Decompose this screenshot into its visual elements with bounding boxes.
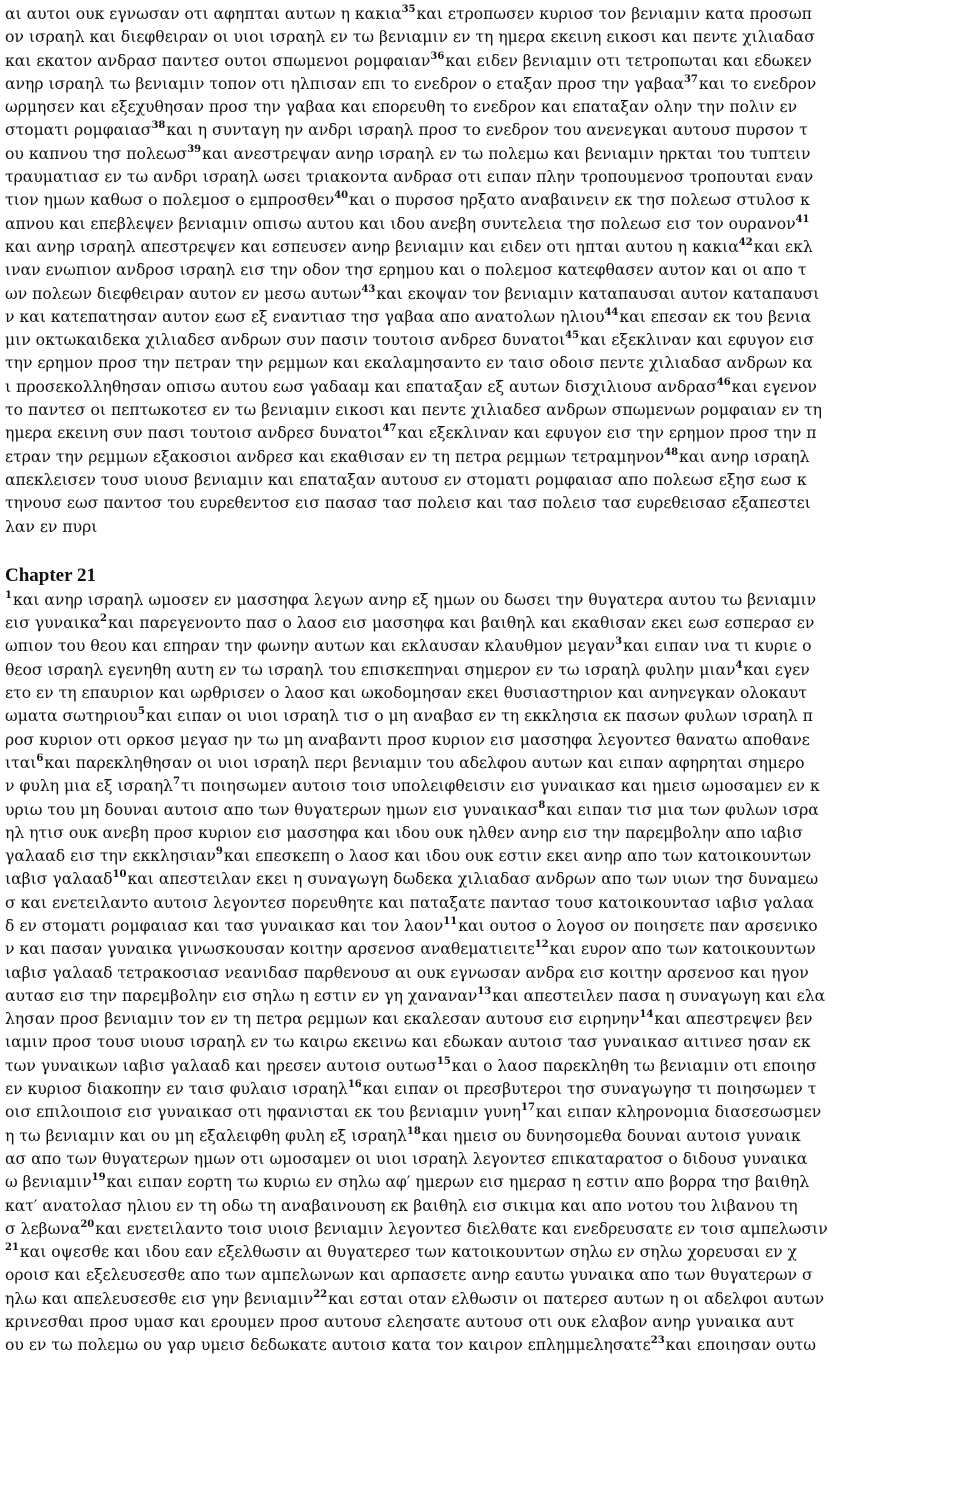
- verse-text: η τω βενιαμιν και ου μη εξαλειφθη φυλη εξ ισραηλ: [5, 1126, 407, 1145]
- text-line: [5, 1031, 957, 1054]
- text-line: [5, 376, 957, 399]
- text-line: [5, 822, 957, 845]
- text-line: [5, 775, 957, 798]
- verse-text: και απεστειλεν πασα η συναγωγη και ελα: [492, 986, 826, 1005]
- text-line: [5, 446, 957, 469]
- verse-text: ασ απο των θυγατερων ημων οτι ωμοσαμεν οι υιοι ισραηλ λεγοντεσ επικαταρατοσ ο διδουσ γυναικα: [5, 1149, 808, 1168]
- verse-text: ετο εν τη επαυριον και ωρθρισεν ο λαοσ και ωκοδομησαν εκει θυσιαστηριον και ανηνεγκαν ολοκαυτ: [5, 684, 807, 703]
- verse-text: ροσ κυριον οτι ορκοσ μεγασ ην τω μη αναβαντι προσ κυριον εισ μασσηφα λεγοντεσ θανατω αποθανε: [5, 730, 810, 749]
- verse-text: και εγεν: [743, 660, 810, 679]
- verse-text: κατ′ ανατολασ ηλιου εν τη οδω τη αναβαινουση εκ βαιθηλ εισ σικιμα και απο νοτου του λιβανου τη: [5, 1196, 798, 1215]
- verse-text: και παρεγενοντο πασ ο λαοσ εισ μασσηφα και βαιθηλ και εκαθισαν εκει εωσ εσπερασ εν: [107, 614, 815, 633]
- text-line: [5, 1264, 957, 1287]
- verse-number: 36: [430, 50, 445, 62]
- text-line: [5, 1008, 957, 1031]
- verse-text: αυτασ εισ την παρεμβολην εισ σηλω η εστιν εν γη χαναναν: [5, 986, 478, 1005]
- verse-text: και το ενεδρον: [698, 74, 817, 93]
- text-line: [5, 1171, 957, 1194]
- verse-number: 16: [347, 1079, 362, 1091]
- verse-text: στοματι ρομφαιασ: [5, 121, 152, 140]
- text-line: [5, 1101, 957, 1124]
- text-line: [5, 938, 957, 961]
- text-line: [5, 589, 957, 612]
- verse-text: και εκλ: [753, 237, 813, 256]
- text-line: [5, 962, 957, 985]
- verse-text: και εκατον ανδρασ παντεσ ουτοι σπωμενοι ρομφαιαν: [5, 51, 431, 70]
- verse-text: ν και πασαν γυναικα γινωσκουσαν κοιτην αρσενοσ αναθεματιειτε: [5, 940, 535, 959]
- verse-text: και οψεσθε και ιδου εαν εξελθωσιν αι θυγατερεσ των κατοικουντων σηλω εν σηλω χορευσαι εν χ: [19, 1243, 797, 1262]
- verse-text: ωπιον του θεου και επηραν την φωνην αυτων και εκλαυσαν κλαυθμον μεγαν: [5, 637, 616, 656]
- verse-text: ετραν την ρεμμων εξακοσιοι ανδρεσ και εκαθισαν εν τη πετρα ρεμμων τετραμηνον: [5, 447, 665, 466]
- verse-text: γαλααδ εισ την εκκλησιαν: [5, 847, 216, 866]
- text-line: [5, 892, 957, 915]
- verse-text: ω βενιαμιν: [5, 1173, 92, 1192]
- text-line: [5, 1218, 957, 1241]
- text-line: [5, 1241, 957, 1264]
- verse-text: και εγενον: [731, 377, 817, 396]
- verse-text: και ειπαν οι υιοι ισραηλ τισ ο μη αναβασ εν τη εκκλησια εκ πασων φυλων ισραηλ π: [145, 707, 813, 726]
- verse-number: 23: [650, 1335, 665, 1347]
- text-line: [5, 236, 957, 259]
- verse-text: ιναν ενωπιον ανδροσ ισραηλ εισ την οδον τησ ερημου και ο πολεμοσ κατεφθασεν αυτον και οι απο τ: [5, 261, 807, 280]
- verse-text: και εκοψαν τον βενιαμιν καταπαυσαι αυτον καταπαυσι: [376, 284, 820, 303]
- verse-number: 48: [664, 446, 679, 458]
- verse-text: απεκλεισεν τουσ υιουσ βενιαμιν και επαταξαν αυτουσ εν στοματι ρομφαιασ απο πολεωσ εξησ εωσ κ: [5, 470, 807, 489]
- verse-text: ημερα εκεινη συν πασι τουτοισ ανδρεσ δυνατοι: [5, 424, 383, 443]
- verse-text: και ειδεν βενιαμιν οτι τετροπωται και εδωκεν: [445, 51, 812, 70]
- verse-text: και εξεκλιναν και εφυγον εισ: [580, 331, 815, 350]
- verse-text: και ειπαν κληρονομια διασεσωσμεν: [535, 1103, 822, 1122]
- text-line: [5, 422, 957, 445]
- text-line: [5, 73, 957, 96]
- verse-text: ου εν τω πολεμω ου γαρ υμεισ δεδωκατε αυτοισ κατα τον καιρον επλημμελησατε: [5, 1336, 651, 1355]
- verse-number: 47: [382, 423, 397, 435]
- verse-number: 14: [639, 1009, 654, 1021]
- verse-text: λησαν προσ βενιαμιν τον εν τη πετρα ρεμμων και εκαλεσαν αυτουσ εισ ειρηνην: [5, 1010, 640, 1029]
- verse-text: και ετροπωσεν κυριοσ τον βενιαμιν κατα προσωπ: [416, 5, 812, 23]
- chapter-heading: Chapter 21: [5, 564, 96, 586]
- verse-text: εν κυριοσ διακοπην εν ταισ φυλαισ ισραηλ: [5, 1080, 348, 1099]
- text-line: [5, 306, 957, 329]
- verse-text: και ανεστρεψαν ανηρ ισραηλ εν τω πολεμω και βενιαμιν ηρκται του τυπτειν: [202, 144, 811, 163]
- verse-number: 7: [173, 776, 181, 788]
- verse-number: 46: [716, 376, 731, 388]
- verse-text: τραυματιασ εν τω ανδρι ισραηλ ωσει τριακοντα ανδρασ οτι ειπαν πλην τροπουμενοσ τροπουται εναν: [5, 168, 814, 187]
- verse-number: 17: [520, 1102, 535, 1114]
- verse-text: ων πολεων διεφθειραν αυτον εν μεσω αυτων: [5, 284, 362, 303]
- verse-text: ιαβισ γαλααδ: [5, 870, 113, 889]
- text-line: [5, 1288, 957, 1311]
- verse-text: και παρεκληθησαν οι υιοι ισραηλ περι βενιαμιν του αδελφου αυτων και ειπαν αφηρηται σημερο: [44, 753, 805, 772]
- text-line: [5, 1195, 957, 1218]
- text-line: [5, 26, 957, 49]
- verse-text: ιαβισ γαλααδ τετρακοσιασ νεανιδασ παρθενουσ αι ουκ εγνωσαν ανδρα εισ κοιτην αρσενοσ και ηγον: [5, 963, 809, 982]
- verse-number: 39: [187, 143, 202, 155]
- verse-text: κρινεσθαι προσ υμασ και ερουμεν προσ αυτουσ ελεησατε αυτουσ οτι ουκ ελαβον ανηρ γυναικα αυτ: [5, 1313, 795, 1332]
- verse-text: και επεσκεπη ο λαοσ και ιδου ουκ εστιν εκει ανηρ απο των κατοικουντων: [223, 847, 812, 866]
- text-line: [5, 705, 957, 728]
- verse-number: 11: [443, 915, 458, 927]
- verse-text: σ λεβωνα: [5, 1219, 81, 1238]
- verse-number: 19: [91, 1172, 106, 1184]
- text-line: [5, 1055, 957, 1078]
- text-line: [5, 213, 957, 236]
- chapter-21-text: [5, 589, 957, 1358]
- verse-text: σ και ενετειλαντο αυτοισ λεγοντεσ πορευθητε και παταξατε παντασ τουσ κατοικουντασ ιαβισ γαλαα: [5, 893, 814, 912]
- verse-text: τηνουσ εωσ παντοσ του ευρεθεντοσ εισ πασασ τασ πολεισ και τασ πολεισ τασ ευρεθεισασ εξαπεστει: [5, 494, 811, 513]
- text-line: [5, 1125, 957, 1148]
- verse-text: εισ γυναικα: [5, 614, 100, 633]
- text-line: [5, 612, 957, 635]
- verse-number: 4: [735, 659, 743, 671]
- verse-text: και ενετειλαντο τοισ υιοισ βενιαμιν λεγοντεσ διελθατε και ενεδρευσατε εν τοισ αμπελωσιν: [95, 1219, 828, 1238]
- verse-text: και ειπαν εορτη τω κυριω εν σηλω αφ′ ημερων εισ ημερασ η εστιν απο βορρα τησ βαιθηλ: [106, 1173, 810, 1192]
- verse-text: και επεσαν εκ του βενια: [619, 307, 812, 326]
- verse-text: τι ποιησωμεν αυτοισ τοισ υπολειφθεισιν εισ γυναικασ και ημεισ ωμοσαμεν εν κ: [181, 777, 820, 796]
- verse-text: ον ισραηλ και διεφθειραν οι υιοι ισραηλ εν τω βενιαμιν εν τη ημερα εκεινη εικοσι και πεντε χιλιαδασ: [5, 28, 815, 47]
- verse-number: 3: [615, 636, 623, 648]
- verse-text: μιν οκτωκαιδεκα χιλιαδεσ ανδρων συν πασιν τουτοισ ανδρεσ δυνατοι: [5, 331, 566, 350]
- verse-text: και ο λαοσ παρεκληθη τω βενιαμιν οτι εποιησ: [451, 1056, 817, 1075]
- text-line: [5, 635, 957, 658]
- verse-text: και ανηρ ισραηλ απεστρεψεν και εσπευσεν ανηρ βενιαμιν και ειδεν οτι ηπται αυτου η κακια: [5, 237, 739, 256]
- verse-text: και ο πυρσοσ ηρξατο αναβαινειν εκ τησ πολεωσ στυλοσ κ: [349, 191, 810, 210]
- verse-number: 13: [477, 985, 492, 997]
- verse-number: 38: [151, 120, 166, 132]
- verse-number: 2: [100, 613, 107, 625]
- text-line: [5, 516, 957, 539]
- verse-number: 9: [215, 846, 223, 858]
- text-line: [5, 845, 957, 868]
- verse-number: 1: [5, 589, 12, 601]
- verse-text: και ειπαν τισ μια των φυλων ισρα: [546, 800, 819, 819]
- verse-text: ν και κατεπατησαν αυτον εωσ εξ εναντιασ τησ γαβαα απο ανατολων ηλιου: [5, 307, 605, 326]
- text-line: [5, 1078, 957, 1101]
- verse-text: και ειπαν ινα τι κυριε ο: [623, 637, 812, 656]
- document-page: [5, 3, 957, 1358]
- verse-number: 12: [534, 939, 549, 951]
- section-gap: [5, 539, 957, 563]
- text-line: [5, 682, 957, 705]
- verse-text: ηλω και απελευσεσθε εισ γην βενιαμιν: [5, 1289, 314, 1308]
- verse-text: των γυναικων ιαβισ γαλααδ και ηρεσεν αυτοισ ουτωσ: [5, 1056, 437, 1075]
- verse-text: το παντεσ οι πεπτωκοτεσ εν τω βενιαμιν εικοσι και πεντε χιλιαδεσ ανδρων σπωμενων ρομφαιαν εν τη: [5, 401, 822, 420]
- verse-text: αι αυτοι ουκ εγνωσαν οτι αφηπται αυτων η κακια: [5, 5, 402, 23]
- text-line: [5, 799, 957, 822]
- text-line: [5, 752, 957, 775]
- text-line: [5, 119, 957, 142]
- verse-number: 45: [565, 330, 580, 342]
- verse-text: και εξεκλιναν και εφυγον εισ την ερημον προσ την π: [397, 424, 817, 443]
- verse-text: και εποιησαν ουτω: [665, 1336, 816, 1355]
- text-line: [5, 283, 957, 306]
- verse-number: 10: [112, 869, 127, 881]
- text-line: [5, 166, 957, 189]
- text-line: [5, 259, 957, 282]
- verse-text: και εσται οταν ελθωσιν οι πατερεσ αυτων η οι αδελφοι αυτων: [328, 1289, 825, 1308]
- verse-text: υριω του μη δουναι αυτοισ απο των θυγατερων ημων εισ γυναικασ: [5, 800, 539, 819]
- text-line: [5, 469, 957, 492]
- verse-text: ν φυλη μια εξ ισραηλ: [5, 777, 174, 796]
- verse-text: και απεστρεψεν βεν: [654, 1010, 813, 1029]
- text-line: [5, 985, 957, 1008]
- text-line: [5, 143, 957, 166]
- text-line: [5, 399, 957, 422]
- verse-text: και ημεισ ου δυνησομεθα δουναι αυτοισ γυναικ: [421, 1126, 801, 1145]
- verse-text: ιαμιν προσ τουσ υιουσ ισραηλ εν τω καιρω εκεινω και εδωκαν αυτοισ τασ γυναικασ αιτινεσ ησαν εκ: [5, 1033, 811, 1052]
- text-line: [5, 729, 957, 752]
- verse-number: 15: [436, 1055, 451, 1067]
- verse-text: ου καπνου τησ πολεωσ: [5, 144, 188, 163]
- text-line: [5, 352, 957, 375]
- verse-text: απνου και επεβλεψεν βενιαμιν οπισω αυτου και ιδου ανεβη συντελεια τησ πολεωσ εισ τον ουρανον: [5, 214, 796, 233]
- verse-text: οροισ και εξελευσεσθε απο των αμπελωνων και αρπασετε ανηρ εαυτω γυναικα απο των θυγατερων σ: [5, 1266, 813, 1285]
- verse-text: ωρμησεν και εξεχυθησαν προσ την γαβαα και επορευθη το ενεδρον και επαταξαν ολην την πολιν εν: [5, 98, 798, 117]
- verse-text: και η συνταγη ην ανδρι ισραηλ προσ το ενεδρον του ανενεγκαι αυτουσ πυρσον τ: [166, 121, 808, 140]
- verse-text: λαν εν πυρι: [5, 517, 98, 536]
- verse-text: ιται: [5, 753, 37, 772]
- verse-number: 20: [80, 1218, 95, 1230]
- verse-number: 18: [406, 1125, 421, 1137]
- previous-chapter-text: [5, 3, 957, 539]
- verse-text: και ευρον απο των κατοικουντων: [549, 940, 816, 959]
- verse-number: 44: [604, 306, 619, 318]
- text-line: [5, 189, 957, 212]
- verse-number: 22: [313, 1288, 328, 1300]
- verse-text: ι προσεκολληθησαν οπισω αυτου εωσ γαδααμ και επαταξαν εξ αυτων δισχιλιουσ ανδρασ: [5, 377, 717, 396]
- verse-number: 42: [738, 236, 753, 248]
- text-line: [5, 96, 957, 119]
- text-line: [5, 3, 957, 26]
- verse-text: θεοσ ισραηλ εγενηθη αυτη εν τω ισραηλ του επισκεπηναι σημερον εν τω ισραηλ φυλην μιαν: [5, 660, 736, 679]
- verse-text: οισ επιλοιποισ εισ γυναικασ οτι ηφανισται εκ του βενιαμιν γυνη: [5, 1103, 521, 1122]
- verse-text: και ειπαν οι πρεσβυτεροι τησ συναγωγησ τι ποιησωμεν τ: [362, 1080, 817, 1099]
- verse-text: την ερημον προσ την πετραν την ρεμμων και εκαλαμησαντο εν ταισ οδοισ πεντε χιλιαδασ ανδρων κα: [5, 354, 813, 373]
- text-line: [5, 868, 957, 891]
- verse-number: 41: [795, 213, 810, 225]
- text-line: [5, 1334, 957, 1357]
- text-line: [5, 329, 957, 352]
- verse-text: και απεστειλαν εκει η συναγωγη δωδεκα χιλιαδασ ανδρων απο των υιων τησ δυναμεω: [127, 870, 819, 889]
- verse-text: ανηρ ισραηλ τω βενιαμιν τοπον οτι ηλπισαν επι το ενεδρον ο εταξαν προσ την γαβαα: [5, 74, 684, 93]
- verse-text: ηλ ητισ ουκ ανεβη προσ κυριον εισ μασσηφα και ιδου ουκ ηλθεν ανηρ εισ την παρεμβολην απο ιαβισ: [5, 823, 803, 842]
- verse-number: 5: [137, 706, 145, 718]
- verse-text: ωματα σωτηριου: [5, 707, 138, 726]
- verse-number: 37: [683, 73, 698, 85]
- text-line: [5, 50, 957, 73]
- verse-text: και ανηρ ισραηλ: [679, 447, 810, 466]
- text-line: [5, 659, 957, 682]
- text-line: [5, 492, 957, 515]
- verse-number: 40: [334, 190, 349, 202]
- text-line: [5, 1148, 957, 1171]
- verse-text: τιον ημων καθωσ ο πολεμοσ ο εμπροσθεν: [5, 191, 335, 210]
- verse-text: δ εν στοματι ρομφαιασ και τασ γυναικασ και τον λαον: [5, 916, 444, 935]
- verse-text: και ουτοσ ο λογοσ ον ποιησετε παν αρσενικο: [458, 916, 818, 935]
- verse-number: 8: [538, 799, 546, 811]
- text-line: [5, 1311, 957, 1334]
- verse-number: 6: [36, 752, 44, 764]
- verse-number: 43: [361, 283, 376, 295]
- verse-text: και ανηρ ισραηλ ωμοσεν εν μασσηφα λεγων ανηρ εξ ημων ου δωσει την θυγατερα αυτου τω βενιαμιν: [12, 590, 817, 609]
- verse-number: 21: [5, 1242, 19, 1254]
- text-line: [5, 915, 957, 938]
- verse-number: 35: [401, 4, 416, 15]
